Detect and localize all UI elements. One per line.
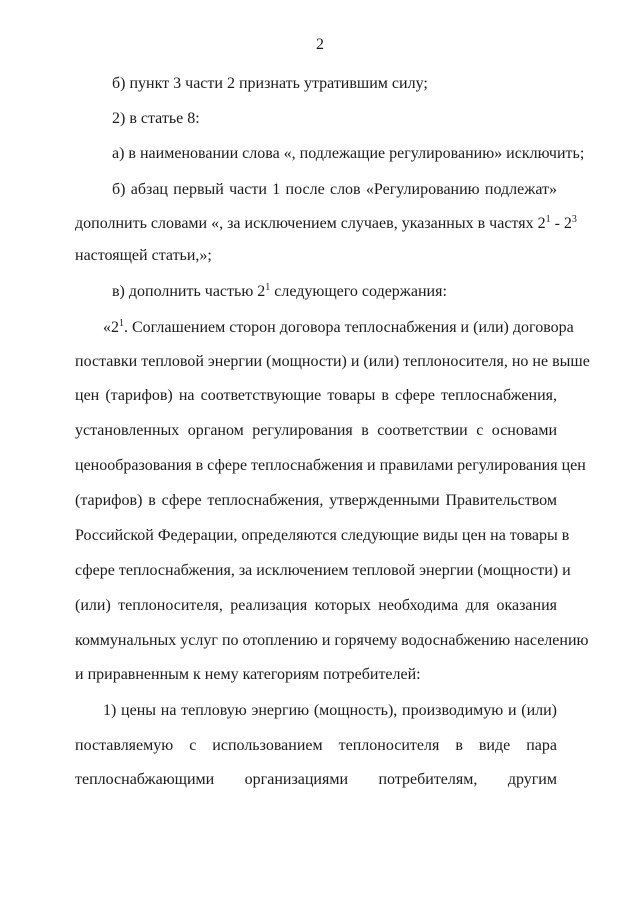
quote-line: Российской Федерации, определяются следующие виды цен на товары в (75, 527, 570, 544)
list-item-1-line: теплоснабжающими организациями потребителям, другим (75, 771, 557, 788)
quote-line: поставки тепловой энергии (мощности) и (или) теплоносителя, но не выше (75, 353, 590, 370)
superscript: 1 (545, 214, 551, 225)
list-item-1-line: поставляемую с использованием теплоносителя в виде пара (75, 737, 557, 754)
paragraph-item-b2-line: б) абзац первый части 1 после слов «Регулированию подлежат» (112, 181, 557, 198)
quote-line: коммунальных услуг по отоплению и горячему водоснабжению населению (75, 632, 589, 649)
superscript: 1 (265, 282, 271, 293)
superscript: 1 (119, 318, 124, 329)
list-item-1-line: 1) цены на тепловую энергию (мощность), производимую и (или) (103, 702, 557, 719)
superscript: 3 (571, 214, 577, 225)
paragraph-item-a: а) в наименовании слова «, подлежащие регулированию» исключить; (112, 145, 585, 162)
paragraph-item-b2-line: дополнить словами «, за исключением случаев, указанных в частях $2^1 - 2^3$ (75, 214, 577, 232)
quote-line: ценообразования в сфере теплоснабжения и правилами регулирования цен (75, 457, 586, 474)
quote-line: установленных органом регулирования в соответствии с основами (75, 422, 557, 439)
paragraph-article-8: 2) в статье 8: (112, 110, 200, 127)
paragraph-item-b: б) пункт 3 части 2 признать утратившим силу; (112, 75, 428, 92)
quote-line: цен (тарифов) на соответствующие товары в сфере теплоснабжения, (75, 387, 557, 404)
paragraph-item-b2-line: настоящей статьи,»; (75, 247, 212, 264)
quote-line: сфере теплоснабжения, за исключением тепловой энергии (мощности) и (75, 562, 571, 579)
quote-line: и приравненным к нему категориям потребителей: (75, 666, 421, 683)
paragraph-item-v: в) дополнить частью $2^1$ следующего содержания: (112, 282, 447, 300)
quote-line: (тарифов) в сфере теплоснабжения, утвержденными Правительством (75, 492, 557, 509)
quote-line: (или) теплоносителя, реализация которых необходима для оказания (75, 597, 557, 614)
quote-line: «$2^1$. Соглашением сторон договора теплоснабжения и (или) договора (103, 318, 574, 336)
page-number: 2 (316, 36, 324, 53)
